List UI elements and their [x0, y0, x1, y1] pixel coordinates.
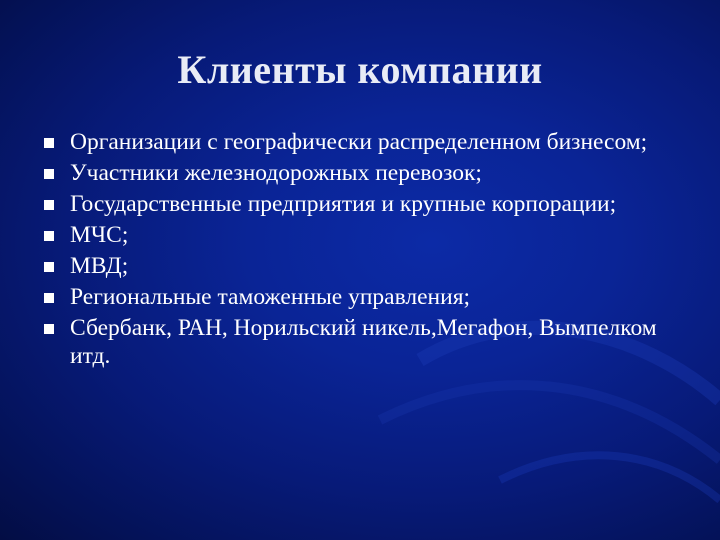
- list-item-text: Государственные предприятия и крупные корпорации;: [70, 191, 617, 217]
- square-bullet-icon: [44, 262, 54, 272]
- list-item-text: Сбербанк, РАН, Норильский никель,Мегафон, Вымпелком итд.: [70, 315, 657, 369]
- list-item-text: МВД;: [70, 253, 129, 279]
- list-item: [44, 252, 684, 280]
- list-item-text: Организации с географически распределенном бизнесом;: [70, 129, 648, 155]
- list-item: [44, 314, 684, 370]
- list-item-text: МЧС;: [70, 222, 129, 248]
- list-item-text: Региональные таможенные управления;: [70, 284, 471, 310]
- list-item: [44, 221, 684, 249]
- square-bullet-icon: [44, 169, 54, 179]
- slide-title: Клиенты компании: [177, 47, 543, 92]
- bullet-list: [44, 128, 684, 373]
- square-bullet-icon: [44, 324, 54, 334]
- list-item: [44, 128, 684, 156]
- square-bullet-icon: [44, 200, 54, 210]
- square-bullet-icon: [44, 231, 54, 241]
- list-item-text: Участники железнодорожных перевозок;: [70, 160, 482, 186]
- list-item: [44, 190, 684, 218]
- square-bullet-icon: [44, 138, 54, 148]
- square-bullet-icon: [44, 293, 54, 303]
- list-item: [44, 283, 684, 311]
- list-item: [44, 159, 684, 187]
